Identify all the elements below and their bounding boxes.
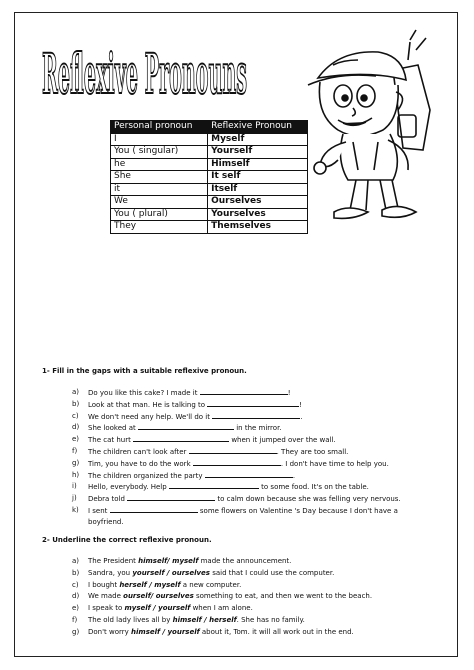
item-letter: i) — [72, 482, 77, 491]
table-row — [111, 183, 308, 196]
pronoun-options[interactable]: myself / yourself — [124, 604, 191, 613]
item-text: something to eat, and then we went to the beach. — [193, 592, 373, 601]
item-letter: e) — [72, 604, 80, 613]
item-text: I sent — [88, 506, 108, 515]
item-text: Debra told — [88, 495, 125, 504]
item-text: said that I could use the computer. — [209, 568, 335, 577]
personal-pronoun-cell: She — [111, 171, 208, 184]
list-item — [72, 471, 432, 483]
item-text: made the announcement. — [198, 557, 292, 565]
answer-blank[interactable] — [212, 412, 303, 421]
item-text: ! — [299, 400, 303, 409]
item-text: . I don't have time to help you. — [280, 459, 389, 468]
pronoun-options[interactable]: himself / yourself — [131, 627, 200, 636]
exercise-1-list — [72, 388, 432, 530]
list-item — [72, 604, 432, 616]
item-letter: g) — [72, 458, 80, 467]
list-item — [72, 581, 432, 593]
answer-blank[interactable] — [200, 388, 288, 395]
answer-blank[interactable] — [110, 506, 198, 513]
item-text: The President — [88, 557, 139, 565]
list-item — [72, 459, 432, 471]
item-letter: c) — [72, 580, 79, 589]
personal-pronoun-cell: I — [111, 133, 208, 146]
list-item — [72, 482, 432, 494]
reflexive-pronoun-cell: It self — [208, 171, 308, 184]
exercise-1-heading: 1- Fill in the gaps with a suitable reflexive pronoun. — [42, 367, 247, 375]
personal-pronoun-cell: They — [111, 221, 208, 234]
item-text: some flowers on Valentine 's Day because I don't have a — [199, 506, 398, 515]
personal-pronoun-cell: You ( plural) — [111, 208, 208, 221]
item-text: I speak to — [88, 604, 125, 613]
list-item — [72, 423, 432, 435]
answer-blank[interactable] — [133, 435, 229, 442]
list-item — [72, 412, 432, 424]
item-text: . They are too small. — [276, 447, 349, 456]
reflexive-pronoun-cell: Itself — [208, 183, 308, 196]
item-text: in the mirror. — [236, 424, 282, 433]
personal-pronoun-cell: he — [111, 158, 208, 171]
reflexive-pronoun-cell: Themselves — [208, 221, 308, 234]
item-text: a new computer. — [180, 580, 242, 589]
list-item — [72, 400, 432, 412]
pronoun-options[interactable]: herself / myself — [119, 580, 181, 589]
item-text: when I am alone. — [190, 604, 253, 613]
item-letter: a) — [72, 557, 80, 565]
list-item — [72, 592, 432, 604]
header-reflexive-pronoun: Reflexive Pronoun — [208, 121, 308, 134]
table-header-row — [111, 121, 308, 134]
item-text: Tim, you have to do the work — [88, 459, 191, 468]
item-text: Do you like this cake? I made it — [88, 389, 198, 397]
pronoun-options[interactable]: yourself / ourselves — [132, 568, 210, 577]
list-item — [72, 494, 432, 506]
table-row — [111, 133, 308, 146]
answer-blank[interactable] — [207, 400, 299, 407]
item-letter: d) — [72, 592, 80, 601]
item-text: boyfriend. — [88, 517, 124, 526]
answer-blank[interactable] — [193, 459, 281, 466]
answer-blank[interactable] — [127, 494, 215, 501]
table-row — [111, 208, 308, 221]
item-text: when it jumped over the wall. — [231, 436, 336, 445]
header-personal-pronoun: Personal pronoun — [111, 121, 208, 134]
exercise-2-heading: 2- Underline the correct reflexive pronoun. — [42, 536, 212, 544]
answer-blank[interactable] — [189, 447, 277, 454]
item-text: The children can't look after — [88, 447, 187, 456]
answer-blank[interactable] — [138, 423, 234, 430]
list-item — [72, 447, 432, 459]
item-text: Hello, everybody. Help — [88, 483, 167, 492]
reflexive-pronoun-cell: Yourself — [208, 146, 308, 159]
item-text: The cat hurt — [88, 436, 131, 445]
personal-pronoun-cell: We — [111, 196, 208, 209]
item-text: . — [292, 471, 296, 480]
table-row — [111, 146, 308, 159]
table-row — [111, 171, 308, 184]
item-text: to calm down because she was felling very nervous. — [217, 495, 401, 504]
answer-blank[interactable] — [169, 482, 259, 489]
item-text: ! — [287, 389, 291, 397]
page-title — [40, 38, 250, 107]
item-text: The old lady lives all by — [88, 615, 173, 624]
table-row — [111, 196, 308, 209]
list-item — [72, 388, 432, 400]
item-letter: b) — [72, 568, 80, 577]
pronoun-options[interactable]: himself / herself — [172, 615, 237, 624]
item-letter: k) — [72, 505, 79, 514]
list-item-continuation — [72, 518, 432, 530]
item-letter: h) — [72, 470, 80, 479]
item-text: We don't need any help. We'll do it — [88, 412, 210, 421]
item-text: The children organized the party — [88, 471, 203, 480]
item-text: She looked at — [88, 424, 136, 433]
pronoun-table — [110, 120, 308, 234]
item-text: We made — [88, 592, 124, 601]
item-letter: g) — [72, 627, 80, 636]
list-item — [72, 616, 432, 628]
personal-pronoun-cell: You ( singular) — [111, 146, 208, 159]
cartoon-boy-illustration — [298, 30, 448, 225]
item-letter: j) — [72, 494, 77, 503]
item-text: . — [300, 412, 303, 421]
pronoun-options[interactable]: ourself/ ourselves — [123, 592, 194, 601]
item-letter: f) — [72, 615, 78, 624]
item-letter: e) — [72, 435, 80, 444]
item-text: Sandra, you — [88, 568, 133, 577]
exercise-2-list — [72, 557, 432, 640]
table-row — [111, 221, 308, 234]
item-letter: c) — [72, 411, 79, 420]
page-title-text: Reflexive Pronouns — [42, 41, 247, 107]
item-text: I bought — [88, 580, 120, 589]
list-item — [72, 435, 432, 447]
item-letter: f) — [72, 446, 78, 455]
item-letter: b) — [72, 399, 80, 408]
table-row — [111, 158, 308, 171]
item-letter: a) — [72, 388, 80, 396]
item-text: Don't worry — [88, 627, 132, 636]
reflexive-pronoun-cell: Himself — [208, 158, 308, 171]
item-letter: d) — [72, 423, 80, 432]
pronoun-options[interactable]: himself/ myself — [138, 557, 199, 565]
reflexive-pronoun-cell: Yourselves — [208, 208, 308, 221]
item-text: about it, Tom. it will all work out in the end. — [199, 627, 354, 636]
personal-pronoun-cell: it — [111, 183, 208, 196]
list-item — [72, 628, 432, 640]
list-item — [72, 557, 432, 569]
item-text: . She has no family. — [236, 615, 305, 624]
reflexive-pronoun-cell: Ourselves — [208, 196, 308, 209]
answer-blank[interactable] — [205, 471, 296, 480]
list-item — [72, 506, 432, 518]
list-item — [72, 569, 432, 581]
reflexive-pronoun-cell: Myself — [208, 133, 308, 146]
item-text: Look at that man. He is talking to — [88, 400, 206, 409]
item-text: to some food. It's on the table. — [261, 483, 369, 492]
